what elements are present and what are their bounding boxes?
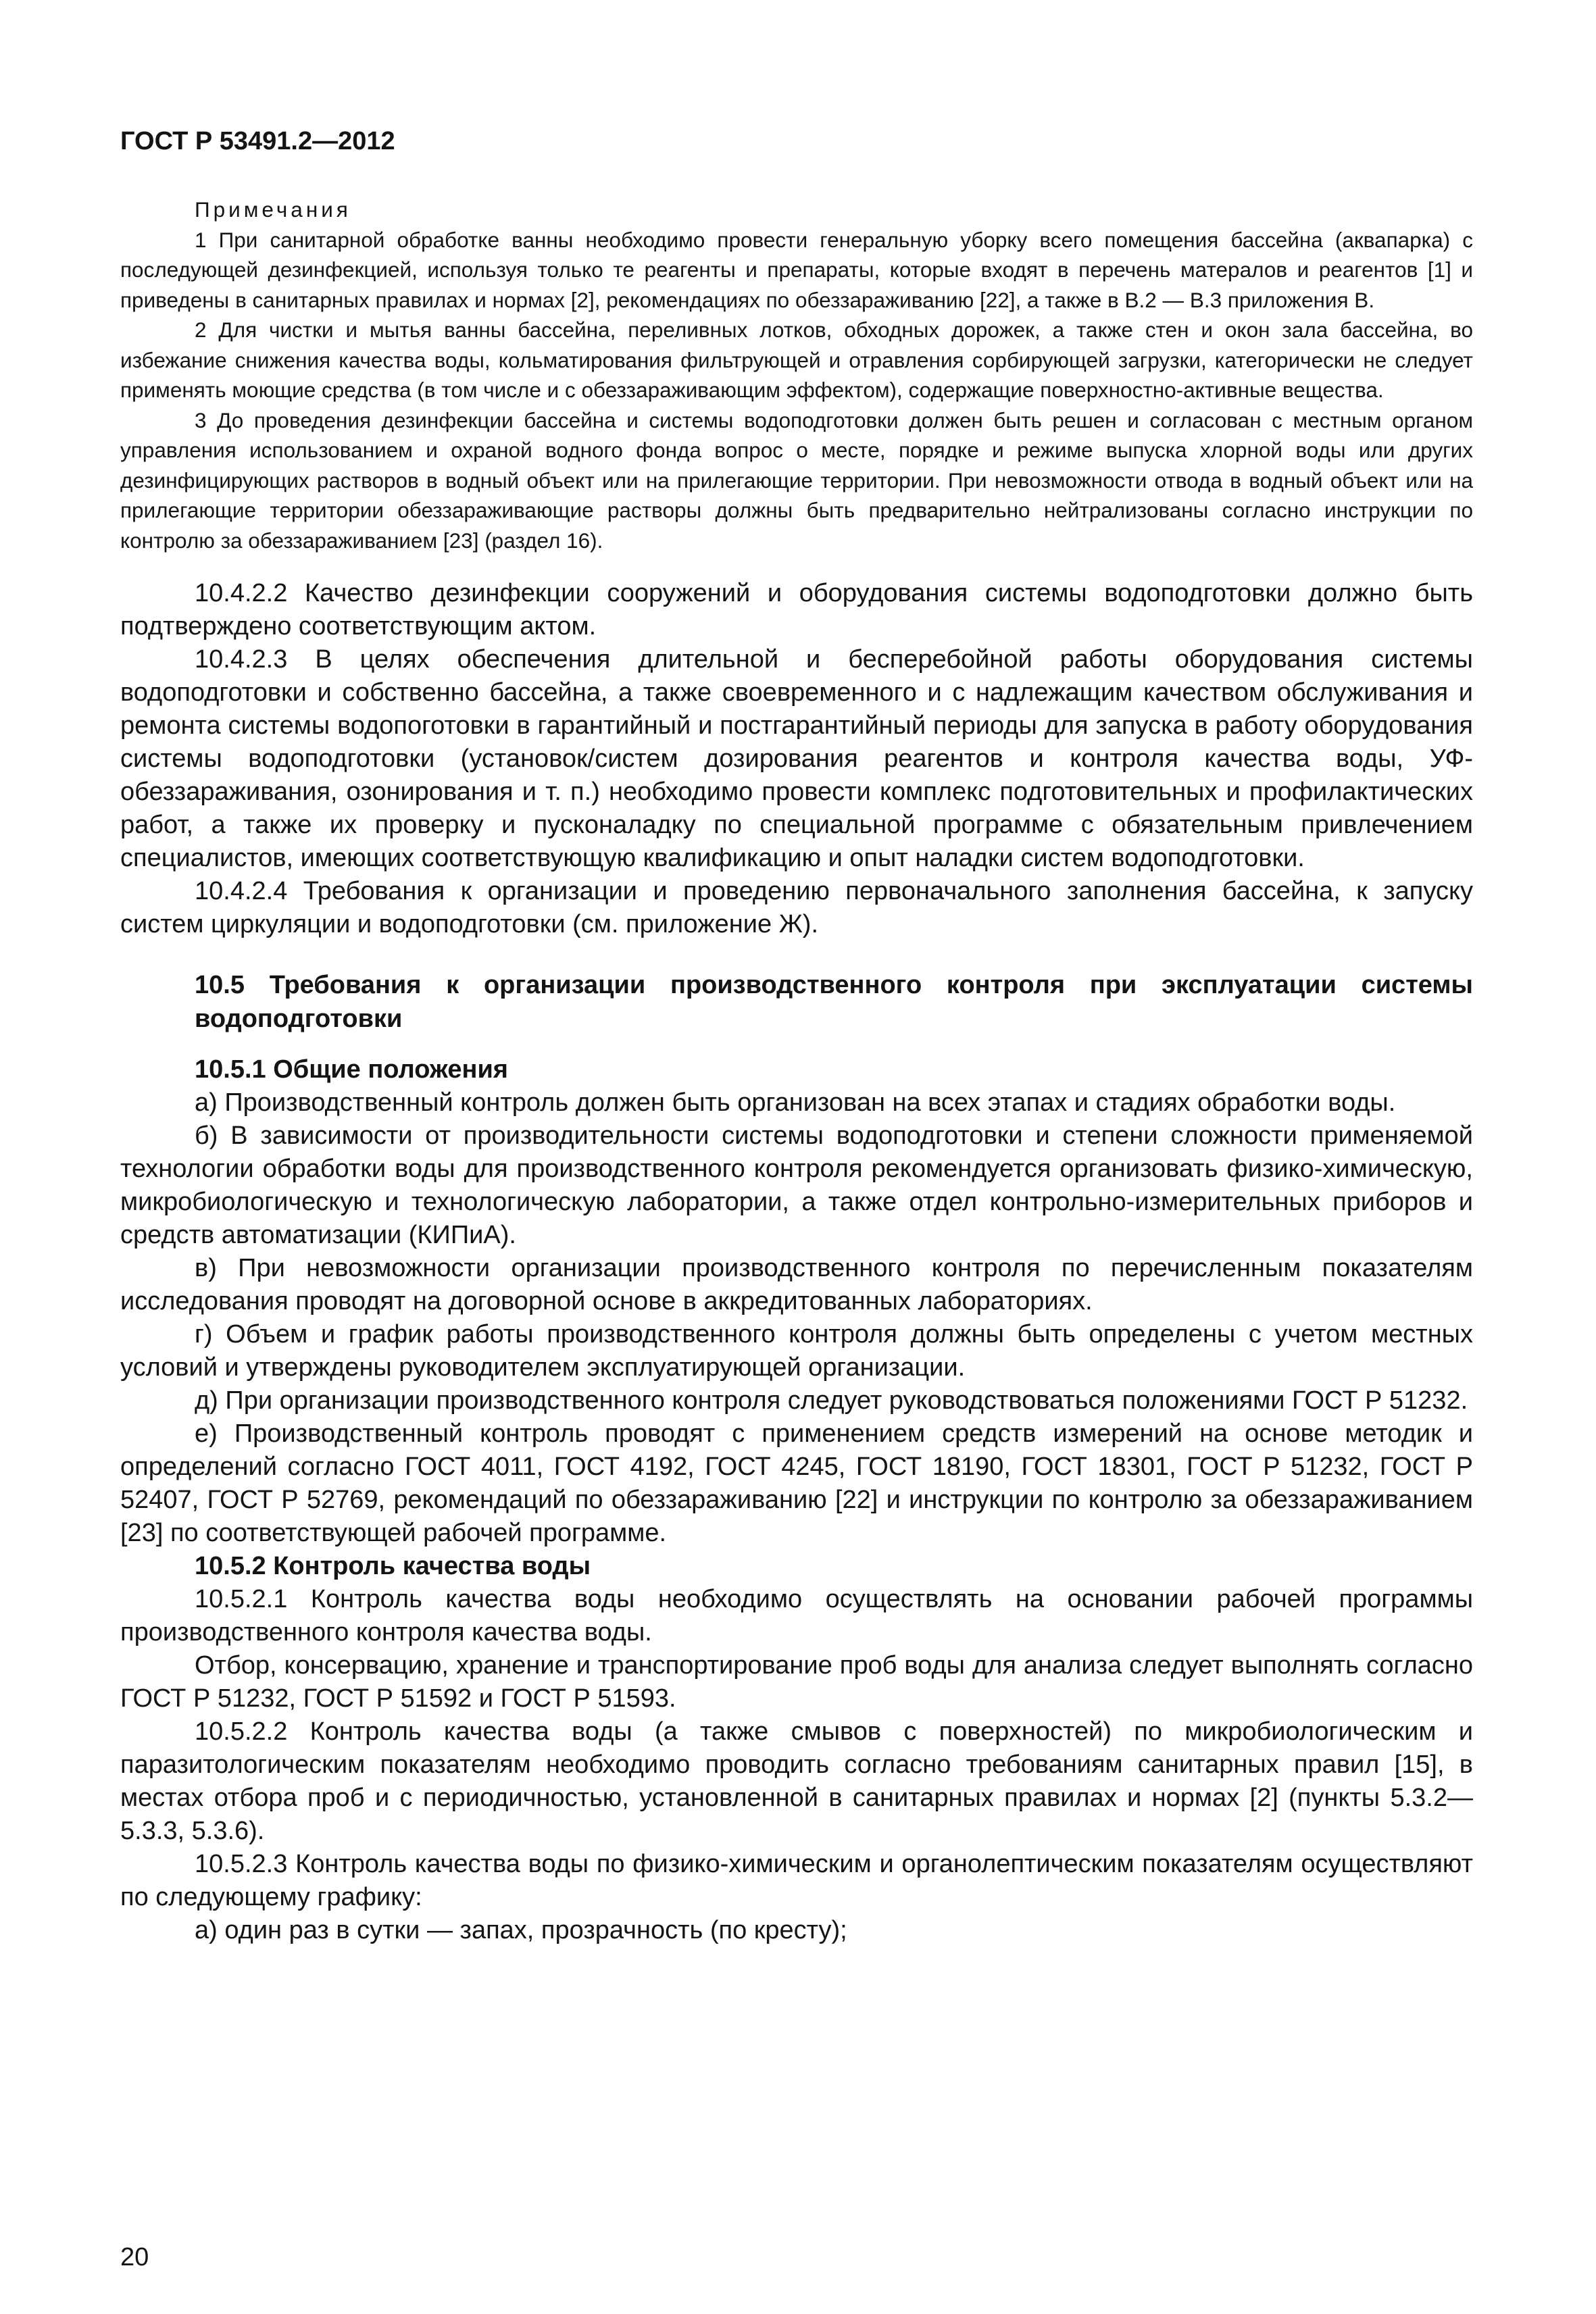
paragraph-10-5-2-1: 10.5.2.1 Контроль качества воды необходимо осуществлять на основании рабочей программы производственного контроля качества воды.	[120, 1585, 1473, 1646]
list-item-g: г) Объем и график работы производственного контроля должны быть определены с учетом местных условий и утверждены руководителем эксплуатирующей организации.	[120, 1320, 1473, 1382]
note-2: 2 Для чистки и мытья ванны бассейна, переливных лотков, обходных дорожек, а также стен и окон зала бассейна, во избежание снижения качества воды, кольматирования фильтрующей и отравления сорбирующей загрузки, категорически не следует применять моющие средства (в том числе и с обеззараживающим эффектом), содержащие поверхностно-активные вещества.	[120, 318, 1473, 402]
list-item-v: в) При невозможности организации производственного контроля по перечисленным показателям исследования проводят на договорной основе в аккредитованных лабораториях.	[120, 1254, 1473, 1315]
paragraph-10-4-2-4: 10.4.2.4 Требования к организации и проведению первоначального заполнения бассейна, к запуску систем циркуляции и водоподготовки (см. приложение Ж).	[120, 877, 1473, 938]
list-item-d: д) При организации производственного контроля следует руководствоваться положениями ГОСТ Р 51232.	[195, 1386, 1468, 1415]
list-item-b: б) В зависимости от производительности системы водоподготовки и степени сложности применяемой технологии обработки воды для производственного контроля рекомендуется организовать физико-химическую, микробиологическую и технологическую лаборатории, а также отдел контрольно-измерительных приборов и средств автоматизации (КИПиА).	[120, 1122, 1473, 1249]
paragraph-10-5-2-3: 10.5.2.3 Контроль качества воды по физико-химическим и органолептическим показателям осуществляют по следующему графику:	[120, 1850, 1473, 1911]
schedule-item-a: а) один раз в сутки — запах, прозрачность (по кресту);	[195, 1916, 847, 1944]
page-number: 20	[120, 2243, 149, 2271]
subsection-10-5-1-heading: 10.5.1 Общие положения	[195, 1055, 508, 1084]
subsection-10-5-2-heading: 10.5.2 Контроль качества воды	[195, 1552, 591, 1580]
notes-title: Примечания	[195, 197, 351, 222]
note-1: 1 При санитарной обработке ванны необходимо провести генеральную уборку всего помещения бассейна (аквапарка) с последующей дезинфекцией, используя только те реагенты и препараты, которые входят в перечень матерaлов и реагентов [1] и приведены в санитарных правилах и нормах [2], рекомендациях по обеззараживанию [22], а также в В.2 — В.3 приложения В.	[120, 227, 1473, 312]
document-page	[120, 126, 1473, 1947]
list-item-e: е) Производственный контроль проводят с применением средств измерений на основе методик и определений согласно ГОСТ 4011, ГОСТ 4192, ГОСТ 4245, ГОСТ 18190, ГОСТ 18301, ГОСТ Р 51232, ГОСТ Р 52407, ГОСТ Р 52769, рекомендаций по обеззараживанию [22] и инструкции по контролю за обеззараживанием [23] по соответствующей рабочей программе.	[120, 1419, 1473, 1547]
section-10-5-heading: 10.5 Требования к организации производственного контроля при эксплуатации системы водоподготовки	[195, 971, 1473, 1033]
note-3: 3 До проведения дезинфекции бассейна и системы водоподготовки должен быть решен и согласован с местным органом управления использованием и охраной водного фонда вопрос о месте, порядке и режиме выпуска хлорной воды или других дезинфицирующих растворов в водный объект или на прилегающие территории. При невозможности отвода в водный объект или на прилегающие территории обеззараживающие растворы должны быть предварительно нейтрализованы согласно инструкции по контролю за обеззараживанием [23] (раздел 16).	[120, 407, 1473, 553]
paragraph-10-4-2-2: 10.4.2.2 Качество дезинфекции сооружений и оборудования системы водоподготовки должно быть подтверждено соответствующим актом.	[120, 579, 1473, 640]
paragraph-sampling: Отбор, консервацию, хранение и транспортирование проб воды для анализа следует выполнять согласно ГОСТ Р 51232, ГОСТ Р 51592 и ГОСТ Р 51593.	[120, 1651, 1473, 1713]
paragraph-10-4-2-3: 10.4.2.3 В целях обеспечения длительной и бесперебойной работы оборудования системы водоподготовки и собственно бассейна, а также своевременного и с надлежащим качеством обслуживания и ремонта системы водопоготовки в гарантийный и постгарантийный периоды для запуска в работу оборудования системы водоподготовки (установок/систем дозирования реагентов и контроля качества воды, УФ-обеззараживания, озонирования и т. п.) необходимо провести комплекс подготовительных и профилактических работ, а также их проверку и пусконаладку по специальной программе с обязательным привлечением специалистов, имеющих соответствующую квалификацию и опыт наладки систем водоподготовки.	[120, 645, 1473, 872]
document-header: ГОСТ Р 53491.2—2012	[120, 127, 395, 155]
body-text	[120, 577, 1473, 1947]
notes-block	[120, 195, 1473, 555]
list-item-a: а) Производственный контроль должен быть организован на всех этапах и стадиях обработки воды.	[195, 1088, 1396, 1117]
paragraph-10-5-2-2: 10.5.2.2 Контроль качества воды (а также смывов с поверхностей) по микробиологическим и паразитологическим показателям необходимо проводить согласно требованиям санитарных правил [15], в местах отбора проб и с периодичностью, установленной в санитарных правилах и нормах [2] (пункты 5.3.2— 5.3.3, 5.3.6).	[120, 1717, 1473, 1845]
